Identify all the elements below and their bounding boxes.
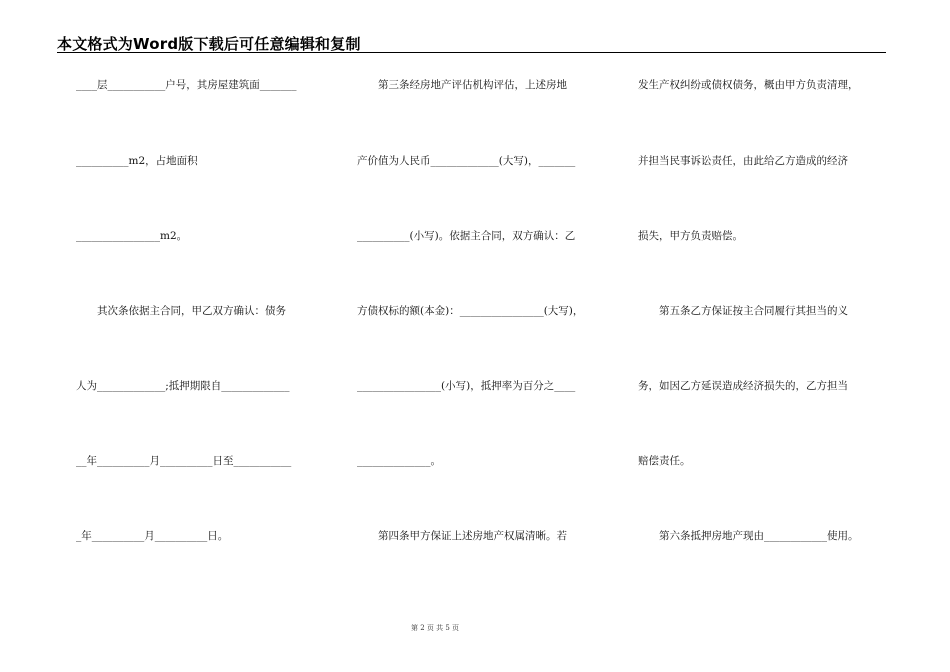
column-2-line-2: 产价值为人民币_____________(大写)，_______ xyxy=(357,155,576,167)
column-1-line-4: 其次条依据主合同，甲乙双方确认：债务 xyxy=(76,305,286,317)
column-1-line-7: _年__________月__________日。 xyxy=(76,530,229,542)
column-2-line-4: 方债权标的额(本金)：________________(大写)， xyxy=(357,305,584,317)
column-2-line-7: 第四条甲方保证上述房地产权属清晰。若 xyxy=(357,530,567,542)
column-1-line-1: ____层___________户号，其房屋建筑面_______ xyxy=(76,79,297,91)
column-1-line-2: __________m2，占地面积 xyxy=(76,155,198,167)
column-3-line-5: 务，如因乙方延误造成经济损失的，乙方担当 xyxy=(638,380,848,392)
column-3-line-2: 并担当民事诉讼责任，由此给乙方造成的经济 xyxy=(638,155,848,167)
column-2-line-6: ______________。 xyxy=(357,455,441,467)
page-number-footer: 第 2 页 共 5 页 xyxy=(410,624,460,632)
column-3-line-7: 第六条抵押房地产现由____________使用。 xyxy=(638,530,859,542)
column-3-line-1: 发生产权纠纷或债权债务，概由甲方负责清理， xyxy=(638,79,859,91)
column-3-line-6: 赔偿责任。 xyxy=(638,455,691,467)
column-1-line-6: __年__________月__________日至___________ xyxy=(76,455,292,467)
column-1-line-3: ________________m2。 xyxy=(76,230,188,242)
column-3-line-4: 第五条乙方保证按主合同履行其担当的义 xyxy=(638,305,848,317)
document-header-title: 本文格式为Word版下载后可任意编辑和复制 xyxy=(57,35,361,53)
column-2-line-3: __________(小写)。依据主合同，双方确认：乙 xyxy=(357,230,576,242)
column-1-line-5: 人为_____________;抵押期限自_____________ xyxy=(76,380,290,392)
column-2-line-5: ________________(小写)，抵押率为百分之____ xyxy=(357,380,576,392)
column-2-line-1: 第三条经房地产评估机构评估，上述房地 xyxy=(357,79,567,91)
header-divider xyxy=(57,52,886,53)
column-3-line-3: 损失，甲方负责赔偿。 xyxy=(638,230,743,242)
